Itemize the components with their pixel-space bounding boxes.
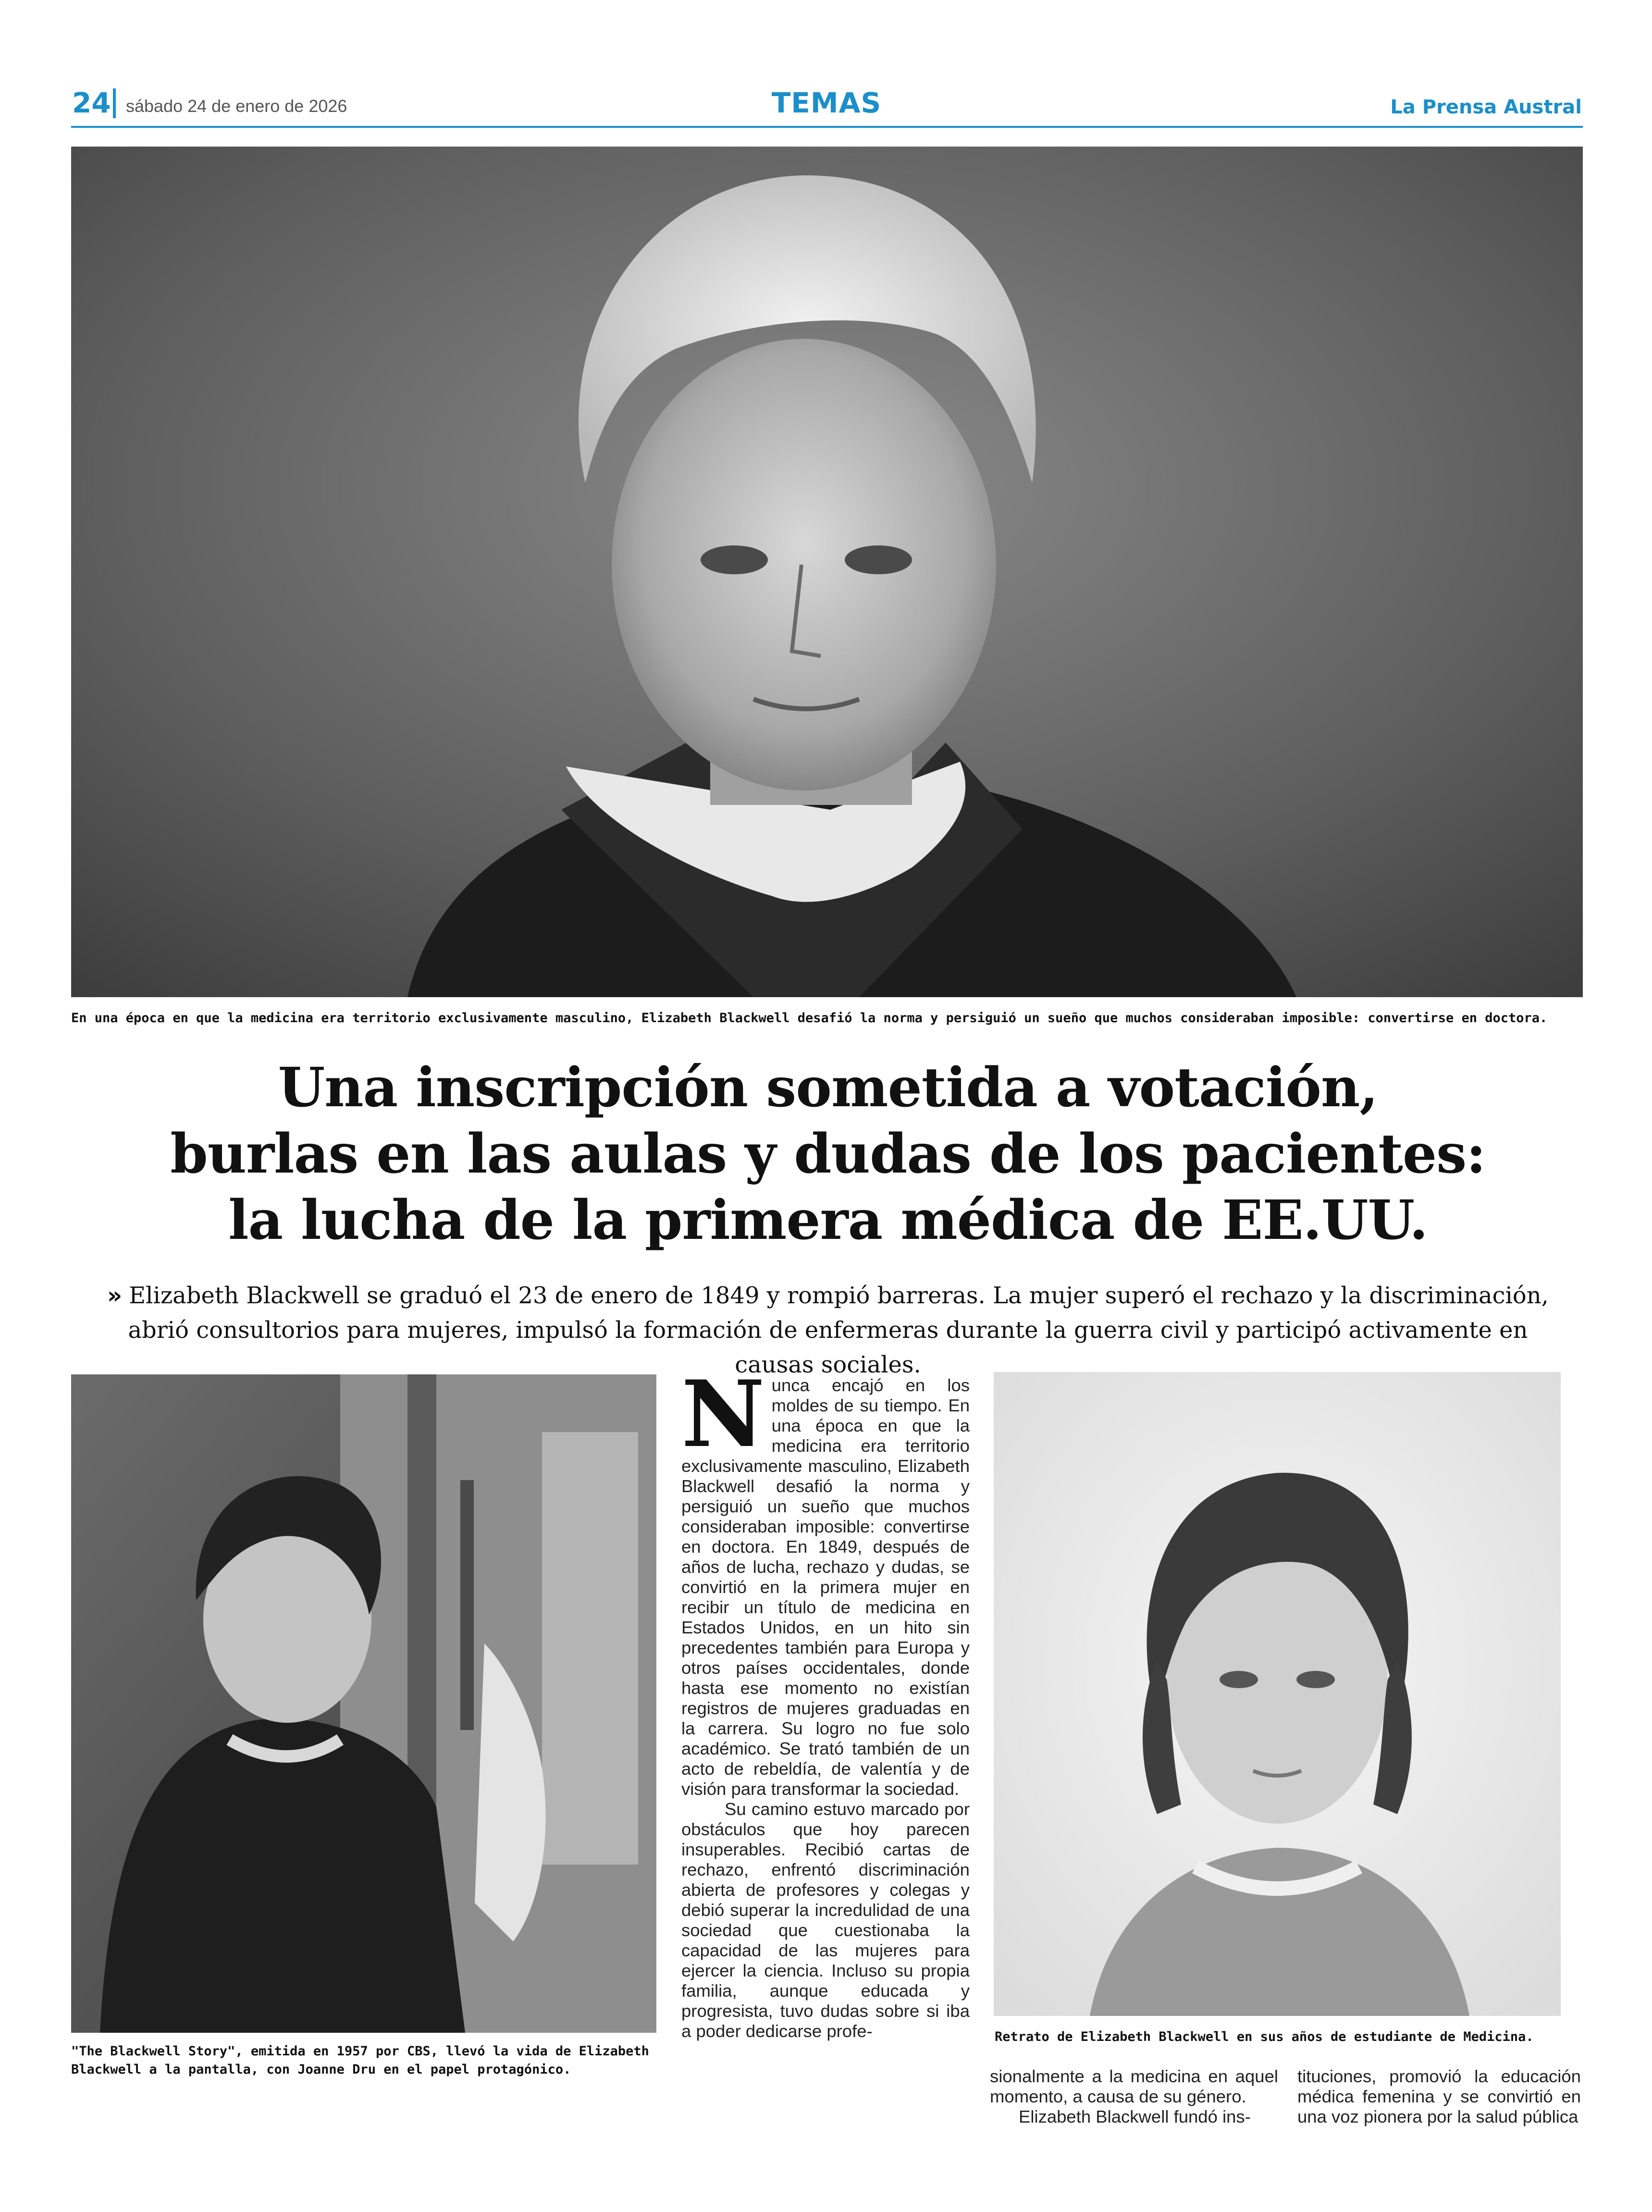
drop-cap: N <box>681 1360 765 1468</box>
header-divider <box>113 88 116 118</box>
article-deck <box>96 1278 1560 1382</box>
page-number: 24 <box>72 87 111 119</box>
headline-line-2: burlas en las aulas y dudas de los pacientes: <box>170 1123 1486 1186</box>
article-body-column-3 <box>1297 2066 1581 2127</box>
body-column-3-text: tituciones, promovió la educación médica femenina y se convirtió en una voz pionera por la salud pública <box>1297 2066 1581 2126</box>
body-paragraph-2: Su camino estuvo marcado por obstáculos que hoy parecen insuperables. Recibió cartas de rechazo, enfrentó discriminación abierta de profesores y colegas y debió superar la incredulidad de una sociedad que cuestionaba la capacidad de las mujeres para ejercer la ciencia. Incluso su propia familia, aunque educada y progresista, tuvo dudas sobre si iba a poder dedicarse profe- <box>681 1799 970 2041</box>
body-column-2-paragraph: Elizabeth Blackwell fundó ins- <box>1019 2107 1251 2126</box>
headline-line-3: la lucha de la primera médica de EE.UU. <box>228 1189 1428 1252</box>
left-photo-caption: "The Blackwell Story", emitida en 1957 por CBS, llevó la vida de Elizabeth Blackwell a la pantalla, con Joanne Dru en el papel protagónico. <box>71 2044 649 2077</box>
newspaper-name: La Prensa Austral <box>1390 96 1582 118</box>
deck-marker-icon: » <box>107 1282 123 1309</box>
section-title: TEMAS <box>771 87 882 119</box>
main-portrait-photo <box>71 147 1583 997</box>
deck-text: Elizabeth Blackwell se graduó el 23 de enero de 1849 y rompió barreras. La mujer superó el rechazo y la discriminación, abrió consultorios para mujeres, impulsó la formación de enfermeras durante la guerra civil y participó activamente en causas sociales. <box>128 1282 1549 1378</box>
article-body-column-1 <box>681 1360 970 2041</box>
body-paragraph-1: unca encajó en los moldes de su tiempo. En una época en que la medicina era territorio exclusivamente masculino, Elizabeth Blackwell desafió la norma y persiguió un sueño que muchos consideraban imposible: convertirse en doctora. En 1849, después de años de lucha, rechazo y dudas, se convirtió en la primera mujer en recibir un título de medicina en Estados Unidos, en un hito sin precedentes también para Europa y otros países occidentales, donde hasta ese momento no existían registros de mujeres graduadas en la carrera. Su logro no fue solo académico. Se trató también de un acto de rebeldía, de valentía y de visión para transformar la sociedad. <box>681 1375 970 1799</box>
header-rule <box>71 126 1583 128</box>
headline <box>72 1055 1584 1254</box>
article-body-column-2 <box>990 2066 1278 2127</box>
student-portrait-photo <box>994 1372 1561 2016</box>
publication-date: sábado 24 de enero de 2026 <box>126 96 347 116</box>
blackwell-story-photo <box>71 1374 656 2033</box>
right-photo-caption: Retrato de Elizabeth Blackwell en sus años de estudiante de Medicina. <box>995 2029 1534 2044</box>
body-column-2-text: sionalmente a la medicina en aquel momento, a causa de su género. <box>990 2066 1278 2106</box>
headline-line-1: Una inscripción sometida a votación, <box>278 1056 1378 1119</box>
main-photo-caption: En una época en que la medicina era territorio exclusivamente masculino, Elizabeth Blackwell desafió la norma y persiguió un sueño que muchos consideraban imposible: convertirse en doctora. <box>71 1011 1548 1026</box>
